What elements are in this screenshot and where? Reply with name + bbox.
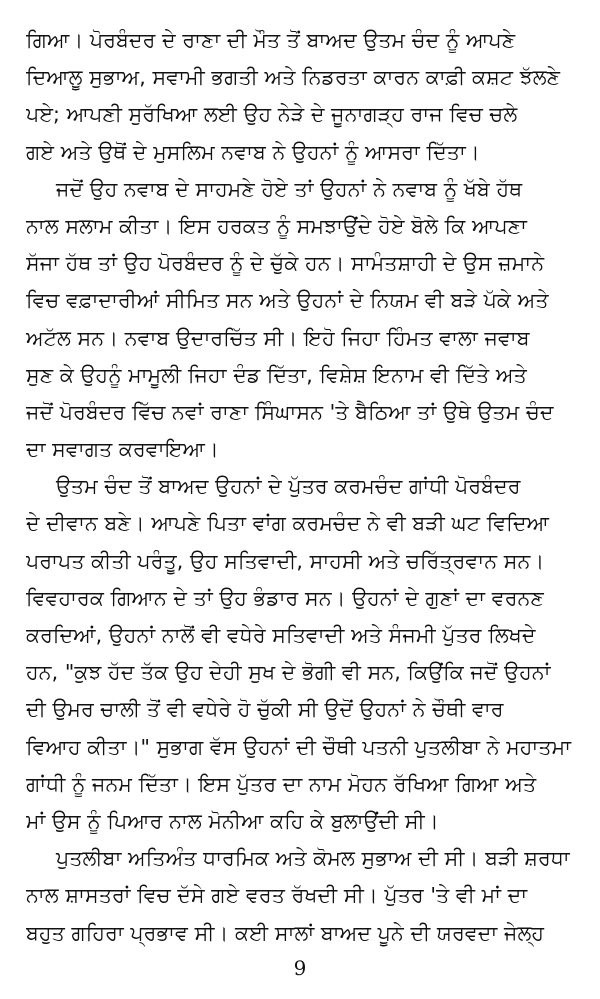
text-line: ਦੇ ਦੀਵਾਨ ਬਣੇ। ਆਪਣੇ ਪਿਤਾ ਵਾਂਗ ਕਰਮਚੰਦ ਨੇ ਵੀ ਬੜੀ ਘਟ ਵਿਦਿਆ: [26, 511, 549, 536]
text-line: ਦਾ ਸਵਾਗਤ ਕਰਵਾਇਆ।: [26, 437, 219, 462]
text-line: ਪੁਤਲੀਬਾ ਅਤਿਅੰਤ ਧਾਰਮਿਕ ਅਤੇ ਕੋਮਲ ਸੁਭਾਅ ਦੀ ਸੀ। ਬੜੀ ਸ਼ਰਧਾ: [56, 846, 570, 871]
text-line: ਮਾਂ ਉਸ ਨੂੰ ਪਿਆਰ ਨਾਲ ਮੋਨੀਆ ਕਹਿ ਕੇ ਬੁਲਾਉਂਦੀ ਸੀ।: [26, 808, 439, 833]
text-line: ਗਾਂਧੀ ਨੂੰ ਜਨਮ ਦਿੱਤਾ। ਇਸ ਪੁੱਤਰ ਦਾ ਨਾਮ ਮੋਹਨ ਰੱਖਿਆ ਗਿਆ ਅਤੇ: [26, 771, 537, 796]
text-line: ਪਰਾਪਤ ਕੀਤੀ ਪਰੰਤੂ, ਉਹ ਸਤਿਵਾਦੀ, ਸਾਹਸੀ ਅਤੇ ਚਰਿੱਤ੍ਰਵਾਨ ਸਨ।: [26, 548, 545, 573]
text-line: ਗਿਆ। ਪੋਰਬੰਦਰ ਦੇ ਰਾਣਾ ਦੀ ਮੌਤ ਤੋਂ ਬਾਅਦ ਉਤਮ ਚੰਦ ਨੂੰ ਆਪਣੇ: [26, 28, 516, 52]
text-line: ਸੁਣ ਕੇ ਉਹਨੂੰ ਮਾਮੂਲੀ ਜਿਹਾ ਦੰਡ ਦਿੱਤਾ, ਵਿਸ਼ੇਸ਼ ਇਨਾਮ ਵੀ ਦਿੱਤੇ ਅਤੇ: [26, 362, 527, 387]
text-line: ਪਏ; ਆਪਣੀ ਸੁਰੱਖਿਆ ਲਈ ਉਹ ਨੇੜੇ ਦੇ ਜੂਨਾਗੜ੍ਹ ਰਾਜ ਵਿਚ ਚਲੇ: [26, 102, 518, 127]
text-line: ਸੱਜਾ ਹੱਥ ਤਾਂ ਉਹ ਪੋਰਬੰਦਰ ਨੂੰ ਦੇ ਚੁੱਕੇ ਹਨ। ਸਾਮੰਤਸ਼ਾਹੀ ਦੇ ਉਸ ਜ਼ਮਾਨੇ: [26, 251, 545, 276]
text-line: ਦੀ ਉਮਰ ਚਾਲੀ ਤੋਂ ਵੀ ਵਧੇਰੇ ਹੋ ਚੁੱਕੀ ਸੀ ਉਦੋਂ ਉਹਨਾਂ ਨੇ ਚੌਥੀ ਵਾਰ: [26, 697, 504, 722]
text-line: ਵਿਆਹ ਕੀਤਾ।" ਸੁਭਾਗ ਵੱਸ ਉਹਨਾਂ ਦੀ ਚੌਥੀ ਪਤਨੀ ਪੁਤਲੀਬਾ ਨੇ ਮਹਾਤਮਾ: [26, 734, 572, 759]
text-line: ਨਾਲ ਸ਼ਾਸਤਰਾਂ ਵਿਚ ਦੱਸੇ ਗਏ ਵਰਤ ਰੱਖਦੀ ਸੀ। ਪੁੱਤਰ 'ਤੇ ਵੀ ਮਾਂ ਦਾ: [26, 883, 528, 908]
text-line: ਜਦੋਂ ਉਹ ਨਵਾਬ ਦੇ ਸਾਹਮਣੇ ਹੋਏ ਤਾਂ ਉਹਨਾਂ ਨੇ ਨਵਾਬ ਨੂੰ ਖੱਬੇ ਹੱਥ: [56, 176, 523, 201]
body-text: [26, 22, 582, 952]
text-line: ਉਤਮ ਚੰਦ ਤੋਂ ਬਾਅਦ ਉਹਨਾਂ ਦੇ ਪੁੱਤਰ ਕਰਮਚੰਦ ਗਾਂਧੀ ਪੋਰਬੰਦਰ: [56, 474, 521, 499]
text-line: ਨਾਲ ਸਲਾਮ ਕੀਤਾ। ਇਸ ਹਰਕਤ ਨੂੰ ਸਮਝਾਉਂਦੇ ਹੋਏ ਬੋਲੇ ਕਿ ਆਪਣਾ: [26, 213, 527, 238]
text-line: ਹਨ, "ਕੁਝ ਹੱਦ ਤੱਕ ਉਹ ਦੇਹੀ ਸੁਖ ਦੇ ਭੋਗੀ ਵੀ ਸਨ, ਕਿਉਂਕਿ ਜਦੋਂ ਉਹਨਾਂ: [26, 660, 551, 685]
text-line: ਗਏ ਅਤੇ ਉਥੋਂ ਦੇ ਮੁਸਲਿਮ ਨਵਾਬ ਨੇ ਉਹਨਾਂ ਨੂੰ ਆਸਰਾ ਦਿੱਤਾ।: [26, 139, 480, 164]
text-line: ਬਹੁਤ ਗਹਿਰਾ ਪ੍ਰਭਾਵ ਸੀ। ਕਈ ਸਾਲਾਂ ਬਾਅਦ ਪੂਨੇ ਦੀ ਯਰਵਦਾ ਜੇਲ੍ਹ: [26, 920, 545, 945]
page-number: 9: [293, 956, 307, 980]
text-line: ਜਦੋਂ ਪੋਰਬੰਦਰ ਵਿੱਚ ਨਵਾਂ ਰਾਣਾ ਸਿੰਘਾਸਨ 'ਤੇ ਬੈਠਿਆ ਤਾਂ ਉਥੇ ਉਤਮ ਚੰਦ: [26, 399, 554, 424]
text-line: ਦਿਆਲੂ ਸੁਭਾਅ, ਸਵਾਮੀ ਭਗਤੀ ਅਤੇ ਨਿਡਰਤਾ ਕਾਰਨ ਕਾਫ਼ੀ ਕਸ਼ਟ ਝੱਲਣੇ: [26, 65, 561, 90]
text-line: ਵਿਵਹਾਰਕ ਗਿਆਨ ਦੇ ਤਾਂ ਉਹ ਭੰਡਾਰ ਸਨ। ਉਹਨਾਂ ਦੇ ਗੁਣਾਂ ਦਾ ਵਰਨਣ: [26, 585, 544, 610]
text-line: ਵਿਚ ਵਫ਼ਾਦਾਰੀਆਂ ਸੀਮਿਤ ਸਨ ਅਤੇ ਉਹਨਾਂ ਦੇ ਨਿਯਮ ਵੀ ਬੜੇ ਪੱਕੇ ਅਤੇ: [26, 288, 549, 313]
text-line: ਕਰਦਿਆਂ, ਉਹਨਾਂ ਨਾਲੋਂ ਵੀ ਵਧੇਰੇ ਸਤਿਵਾਦੀ ਅਤੇ ਸੰਜਮੀ ਪੁੱਤਰ ਲਿਖਦੇ: [26, 623, 536, 647]
text-line: ਅਟੱਲ ਸਨ। ਨਵਾਬ ਉਦਾਰਚਿੱਤ ਸੀ। ਇਹੋ ਜਿਹਾ ਹਿੰਮਤ ਵਾਲਾ ਜਵਾਬ: [26, 325, 530, 350]
